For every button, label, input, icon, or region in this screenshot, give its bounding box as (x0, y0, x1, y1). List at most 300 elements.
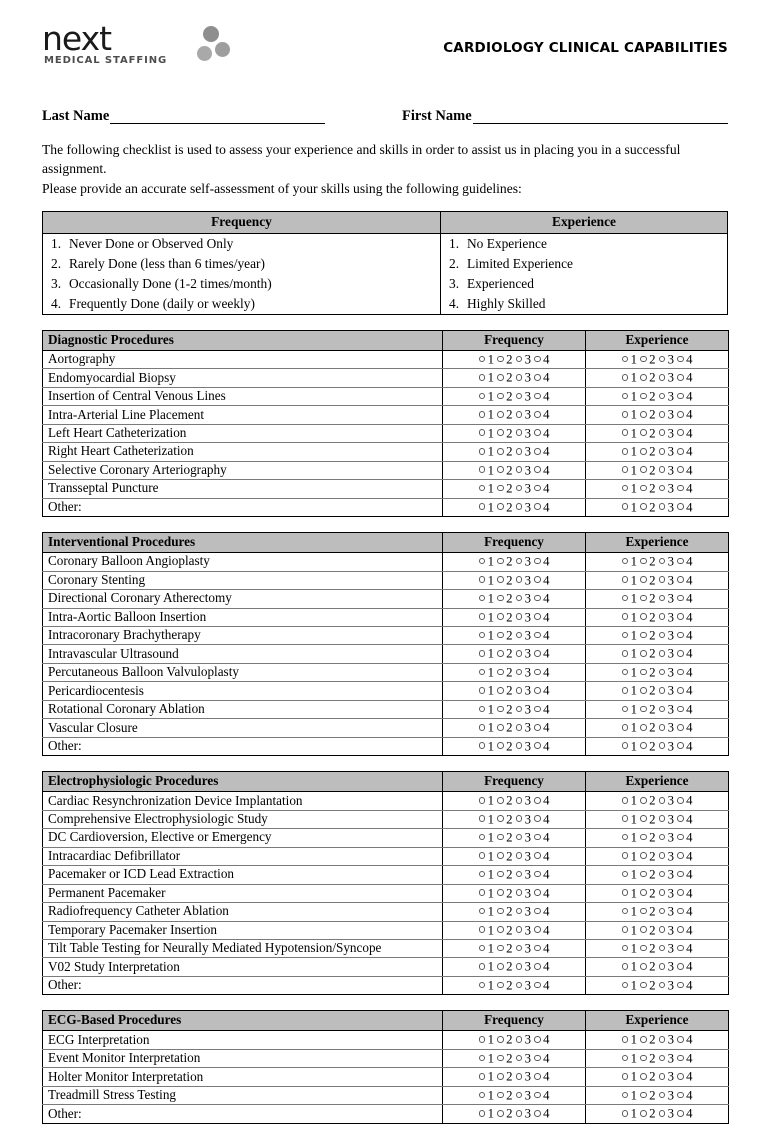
radio-circle-icon[interactable] (659, 908, 666, 915)
frequency-option-1[interactable] (479, 553, 495, 569)
experience-option-1[interactable] (622, 406, 638, 422)
radio-circle-icon[interactable] (479, 871, 486, 878)
frequency-option-2[interactable] (497, 369, 513, 385)
radio-circle-icon[interactable] (622, 576, 629, 583)
experience-option-4[interactable] (677, 977, 693, 993)
radio-circle-icon[interactable] (622, 1092, 629, 1099)
radio-circle-icon[interactable] (497, 706, 504, 713)
frequency-option-2[interactable] (497, 1105, 513, 1121)
radio-circle-icon[interactable] (677, 374, 684, 381)
radio-circle-icon[interactable] (479, 926, 486, 933)
radio-circle-icon[interactable] (640, 448, 647, 455)
radio-circle-icon[interactable] (497, 724, 504, 731)
frequency-option-4[interactable] (534, 609, 550, 625)
radio-circle-icon[interactable] (479, 908, 486, 915)
radio-circle-icon[interactable] (516, 613, 523, 620)
frequency-option-2[interactable] (497, 719, 513, 735)
radio-circle-icon[interactable] (622, 706, 629, 713)
frequency-option-3[interactable] (516, 1050, 532, 1066)
radio-circle-icon[interactable] (497, 374, 504, 381)
experience-option-1[interactable] (622, 829, 638, 845)
radio-circle-icon[interactable] (497, 1092, 504, 1099)
radio-circle-icon[interactable] (497, 485, 504, 492)
frequency-option-4[interactable] (534, 958, 550, 974)
frequency-option-3[interactable] (516, 645, 532, 661)
frequency-option-1[interactable] (479, 719, 495, 735)
experience-option-1[interactable] (622, 499, 638, 515)
frequency-option-4[interactable] (534, 792, 550, 808)
radio-circle-icon[interactable] (640, 724, 647, 731)
radio-circle-icon[interactable] (640, 613, 647, 620)
radio-circle-icon[interactable] (640, 411, 647, 418)
experience-option-3[interactable] (659, 462, 675, 478)
radio-circle-icon[interactable] (659, 393, 666, 400)
radio-circle-icon[interactable] (516, 963, 523, 970)
radio-circle-icon[interactable] (516, 558, 523, 565)
experience-option-4[interactable] (677, 425, 693, 441)
experience-option-2[interactable] (640, 499, 656, 515)
experience-option-4[interactable] (677, 406, 693, 422)
radio-circle-icon[interactable] (516, 374, 523, 381)
radio-circle-icon[interactable] (677, 466, 684, 473)
experience-rating-cell[interactable] (586, 940, 729, 958)
experience-option-3[interactable] (659, 388, 675, 404)
frequency-option-4[interactable] (534, 553, 550, 569)
frequency-option-1[interactable] (479, 848, 495, 864)
experience-option-1[interactable] (622, 922, 638, 938)
radio-circle-icon[interactable] (640, 852, 647, 859)
frequency-rating-cell[interactable] (443, 1049, 586, 1067)
radio-circle-icon[interactable] (497, 834, 504, 841)
radio-circle-icon[interactable] (479, 1055, 486, 1062)
frequency-option-2[interactable] (497, 829, 513, 845)
experience-option-2[interactable] (640, 443, 656, 459)
experience-option-3[interactable] (659, 940, 675, 956)
experience-option-4[interactable] (677, 609, 693, 625)
frequency-rating-cell[interactable] (443, 792, 586, 810)
radio-circle-icon[interactable] (677, 393, 684, 400)
frequency-option-3[interactable] (516, 499, 532, 515)
frequency-rating-cell[interactable] (443, 443, 586, 461)
frequency-option-4[interactable] (534, 645, 550, 661)
experience-option-1[interactable] (622, 848, 638, 864)
experience-option-1[interactable] (622, 738, 638, 754)
frequency-option-1[interactable] (479, 922, 495, 938)
experience-option-4[interactable] (677, 664, 693, 680)
frequency-rating-cell[interactable] (443, 369, 586, 387)
frequency-option-2[interactable] (497, 590, 513, 606)
experience-option-2[interactable] (640, 1105, 656, 1121)
experience-option-2[interactable] (640, 553, 656, 569)
radio-circle-icon[interactable] (659, 871, 666, 878)
first-name-input[interactable] (473, 110, 728, 124)
experience-option-2[interactable] (640, 462, 656, 478)
radio-circle-icon[interactable] (677, 982, 684, 989)
radio-circle-icon[interactable] (640, 429, 647, 436)
radio-circle-icon[interactable] (497, 595, 504, 602)
radio-circle-icon[interactable] (659, 429, 666, 436)
experience-option-4[interactable] (677, 940, 693, 956)
radio-circle-icon[interactable] (640, 871, 647, 878)
radio-circle-icon[interactable] (677, 632, 684, 639)
radio-circle-icon[interactable] (640, 963, 647, 970)
radio-circle-icon[interactable] (516, 982, 523, 989)
frequency-option-4[interactable] (534, 664, 550, 680)
frequency-option-3[interactable] (516, 977, 532, 993)
frequency-rating-cell[interactable] (443, 406, 586, 424)
frequency-option-4[interactable] (534, 627, 550, 643)
radio-circle-icon[interactable] (677, 687, 684, 694)
radio-circle-icon[interactable] (516, 1110, 523, 1117)
radio-circle-icon[interactable] (497, 613, 504, 620)
radio-circle-icon[interactable] (659, 1055, 666, 1062)
radio-circle-icon[interactable] (622, 945, 629, 952)
experience-option-4[interactable] (677, 572, 693, 588)
radio-circle-icon[interactable] (534, 982, 541, 989)
radio-circle-icon[interactable] (640, 687, 647, 694)
experience-option-2[interactable] (640, 701, 656, 717)
radio-circle-icon[interactable] (534, 834, 541, 841)
experience-rating-cell[interactable] (586, 976, 729, 994)
experience-option-2[interactable] (640, 958, 656, 974)
experience-option-2[interactable] (640, 977, 656, 993)
experience-rating-cell[interactable] (586, 626, 729, 644)
frequency-option-1[interactable] (479, 792, 495, 808)
experience-option-3[interactable] (659, 792, 675, 808)
experience-option-3[interactable] (659, 1031, 675, 1047)
frequency-option-2[interactable] (497, 388, 513, 404)
experience-option-4[interactable] (677, 553, 693, 569)
radio-circle-icon[interactable] (534, 908, 541, 915)
radio-circle-icon[interactable] (516, 889, 523, 896)
radio-circle-icon[interactable] (677, 1055, 684, 1062)
radio-circle-icon[interactable] (622, 889, 629, 896)
radio-circle-icon[interactable] (622, 485, 629, 492)
frequency-option-2[interactable] (497, 701, 513, 717)
radio-circle-icon[interactable] (677, 356, 684, 363)
experience-option-2[interactable] (640, 406, 656, 422)
experience-option-1[interactable] (622, 701, 638, 717)
frequency-option-1[interactable] (479, 664, 495, 680)
radio-circle-icon[interactable] (659, 1092, 666, 1099)
frequency-option-2[interactable] (497, 903, 513, 919)
radio-circle-icon[interactable] (659, 889, 666, 896)
radio-circle-icon[interactable] (622, 852, 629, 859)
frequency-rating-cell[interactable] (443, 884, 586, 902)
frequency-option-1[interactable] (479, 572, 495, 588)
frequency-option-2[interactable] (497, 1087, 513, 1103)
experience-rating-cell[interactable] (586, 590, 729, 608)
experience-option-4[interactable] (677, 499, 693, 515)
radio-circle-icon[interactable] (497, 908, 504, 915)
frequency-option-1[interactable] (479, 829, 495, 845)
experience-option-1[interactable] (622, 462, 638, 478)
radio-circle-icon[interactable] (622, 982, 629, 989)
experience-option-2[interactable] (640, 922, 656, 938)
last-name-input[interactable] (110, 110, 325, 124)
radio-circle-icon[interactable] (640, 503, 647, 510)
radio-circle-icon[interactable] (622, 595, 629, 602)
radio-circle-icon[interactable] (622, 429, 629, 436)
frequency-rating-cell[interactable] (443, 1086, 586, 1104)
experience-option-4[interactable] (677, 811, 693, 827)
frequency-option-2[interactable] (497, 1050, 513, 1066)
experience-rating-cell[interactable] (586, 682, 729, 700)
radio-circle-icon[interactable] (479, 429, 486, 436)
frequency-option-2[interactable] (497, 480, 513, 496)
radio-circle-icon[interactable] (659, 669, 666, 676)
frequency-option-3[interactable] (516, 664, 532, 680)
experience-rating-cell[interactable] (586, 884, 729, 902)
radio-circle-icon[interactable] (479, 1092, 486, 1099)
frequency-rating-cell[interactable] (443, 719, 586, 737)
radio-circle-icon[interactable] (640, 393, 647, 400)
frequency-option-4[interactable] (534, 1031, 550, 1047)
experience-rating-cell[interactable] (586, 866, 729, 884)
radio-circle-icon[interactable] (516, 429, 523, 436)
radio-circle-icon[interactable] (497, 356, 504, 363)
experience-rating-cell[interactable] (586, 958, 729, 976)
radio-circle-icon[interactable] (497, 815, 504, 822)
experience-rating-cell[interactable] (586, 810, 729, 828)
radio-circle-icon[interactable] (479, 632, 486, 639)
radio-circle-icon[interactable] (534, 466, 541, 473)
experience-rating-cell[interactable] (586, 406, 729, 424)
experience-option-3[interactable] (659, 1050, 675, 1066)
radio-circle-icon[interactable] (497, 503, 504, 510)
radio-circle-icon[interactable] (497, 650, 504, 657)
experience-rating-cell[interactable] (586, 369, 729, 387)
experience-option-4[interactable] (677, 1031, 693, 1047)
radio-circle-icon[interactable] (497, 742, 504, 749)
frequency-option-4[interactable] (534, 848, 550, 864)
frequency-option-1[interactable] (479, 1087, 495, 1103)
frequency-option-4[interactable] (534, 738, 550, 754)
frequency-rating-cell[interactable] (443, 903, 586, 921)
radio-circle-icon[interactable] (479, 485, 486, 492)
radio-circle-icon[interactable] (622, 374, 629, 381)
radio-circle-icon[interactable] (497, 945, 504, 952)
radio-circle-icon[interactable] (677, 669, 684, 676)
radio-circle-icon[interactable] (534, 1036, 541, 1043)
experience-option-3[interactable] (659, 922, 675, 938)
experience-option-3[interactable] (659, 369, 675, 385)
radio-circle-icon[interactable] (479, 834, 486, 841)
experience-option-4[interactable] (677, 351, 693, 367)
radio-circle-icon[interactable] (622, 1055, 629, 1062)
radio-circle-icon[interactable] (677, 613, 684, 620)
radio-circle-icon[interactable] (497, 926, 504, 933)
radio-circle-icon[interactable] (534, 742, 541, 749)
experience-option-1[interactable] (622, 885, 638, 901)
radio-circle-icon[interactable] (497, 1073, 504, 1080)
radio-circle-icon[interactable] (479, 1073, 486, 1080)
radio-circle-icon[interactable] (479, 687, 486, 694)
radio-circle-icon[interactable] (534, 871, 541, 878)
frequency-option-3[interactable] (516, 480, 532, 496)
frequency-option-1[interactable] (479, 406, 495, 422)
radio-circle-icon[interactable] (479, 374, 486, 381)
experience-option-2[interactable] (640, 351, 656, 367)
frequency-option-2[interactable] (497, 958, 513, 974)
frequency-option-1[interactable] (479, 369, 495, 385)
radio-circle-icon[interactable] (516, 687, 523, 694)
radio-circle-icon[interactable] (659, 926, 666, 933)
experience-rating-cell[interactable] (586, 829, 729, 847)
experience-option-2[interactable] (640, 480, 656, 496)
radio-circle-icon[interactable] (534, 945, 541, 952)
experience-option-1[interactable] (622, 369, 638, 385)
radio-circle-icon[interactable] (640, 742, 647, 749)
radio-circle-icon[interactable] (516, 742, 523, 749)
radio-circle-icon[interactable] (516, 485, 523, 492)
frequency-option-4[interactable] (534, 388, 550, 404)
radio-circle-icon[interactable] (534, 1092, 541, 1099)
experience-option-3[interactable] (659, 406, 675, 422)
radio-circle-icon[interactable] (497, 393, 504, 400)
experience-rating-cell[interactable] (586, 608, 729, 626)
frequency-option-3[interactable] (516, 425, 532, 441)
radio-circle-icon[interactable] (479, 356, 486, 363)
radio-circle-icon[interactable] (497, 1036, 504, 1043)
frequency-option-2[interactable] (497, 645, 513, 661)
experience-rating-cell[interactable] (586, 847, 729, 865)
experience-rating-cell[interactable] (586, 350, 729, 368)
frequency-option-3[interactable] (516, 792, 532, 808)
experience-option-1[interactable] (622, 1050, 638, 1066)
experience-rating-cell[interactable] (586, 737, 729, 755)
radio-circle-icon[interactable] (677, 1073, 684, 1080)
frequency-option-1[interactable] (479, 645, 495, 661)
experience-option-3[interactable] (659, 480, 675, 496)
radio-circle-icon[interactable] (516, 650, 523, 657)
frequency-option-3[interactable] (516, 553, 532, 569)
experience-option-1[interactable] (622, 443, 638, 459)
radio-circle-icon[interactable] (659, 1036, 666, 1043)
radio-circle-icon[interactable] (497, 852, 504, 859)
experience-option-1[interactable] (622, 1087, 638, 1103)
frequency-option-3[interactable] (516, 922, 532, 938)
radio-circle-icon[interactable] (622, 1110, 629, 1117)
radio-circle-icon[interactable] (479, 448, 486, 455)
radio-circle-icon[interactable] (497, 1110, 504, 1117)
experience-option-4[interactable] (677, 848, 693, 864)
radio-circle-icon[interactable] (479, 945, 486, 952)
radio-circle-icon[interactable] (622, 632, 629, 639)
frequency-option-1[interactable] (479, 958, 495, 974)
experience-option-1[interactable] (622, 553, 638, 569)
experience-option-1[interactable] (622, 977, 638, 993)
radio-circle-icon[interactable] (479, 393, 486, 400)
frequency-option-2[interactable] (497, 738, 513, 754)
experience-option-2[interactable] (640, 885, 656, 901)
experience-rating-cell[interactable] (586, 553, 729, 571)
experience-option-3[interactable] (659, 866, 675, 882)
radio-circle-icon[interactable] (640, 889, 647, 896)
radio-circle-icon[interactable] (497, 632, 504, 639)
radio-circle-icon[interactable] (659, 485, 666, 492)
radio-circle-icon[interactable] (677, 429, 684, 436)
frequency-option-4[interactable] (534, 719, 550, 735)
radio-circle-icon[interactable] (497, 797, 504, 804)
experience-option-1[interactable] (622, 645, 638, 661)
frequency-option-4[interactable] (534, 1068, 550, 1084)
radio-circle-icon[interactable] (659, 687, 666, 694)
frequency-option-4[interactable] (534, 811, 550, 827)
radio-circle-icon[interactable] (516, 945, 523, 952)
frequency-option-1[interactable] (479, 1050, 495, 1066)
experience-option-1[interactable] (622, 425, 638, 441)
frequency-rating-cell[interactable] (443, 498, 586, 516)
frequency-option-4[interactable] (534, 1050, 550, 1066)
experience-option-4[interactable] (677, 701, 693, 717)
frequency-option-1[interactable] (479, 499, 495, 515)
radio-circle-icon[interactable] (516, 797, 523, 804)
frequency-rating-cell[interactable] (443, 829, 586, 847)
frequency-rating-cell[interactable] (443, 1031, 586, 1049)
radio-circle-icon[interactable] (516, 908, 523, 915)
experience-option-4[interactable] (677, 645, 693, 661)
radio-circle-icon[interactable] (659, 595, 666, 602)
radio-circle-icon[interactable] (622, 356, 629, 363)
radio-circle-icon[interactable] (479, 576, 486, 583)
frequency-option-4[interactable] (534, 443, 550, 459)
frequency-option-3[interactable] (516, 462, 532, 478)
experience-option-1[interactable] (622, 811, 638, 827)
radio-circle-icon[interactable] (677, 871, 684, 878)
radio-circle-icon[interactable] (479, 595, 486, 602)
frequency-option-1[interactable] (479, 701, 495, 717)
experience-option-2[interactable] (640, 645, 656, 661)
frequency-option-2[interactable] (497, 848, 513, 864)
experience-option-2[interactable] (640, 572, 656, 588)
experience-option-3[interactable] (659, 738, 675, 754)
radio-circle-icon[interactable] (497, 889, 504, 896)
experience-rating-cell[interactable] (586, 645, 729, 663)
radio-circle-icon[interactable] (534, 1110, 541, 1117)
experience-option-4[interactable] (677, 958, 693, 974)
experience-option-3[interactable] (659, 682, 675, 698)
radio-circle-icon[interactable] (640, 815, 647, 822)
frequency-option-3[interactable] (516, 406, 532, 422)
radio-circle-icon[interactable] (534, 926, 541, 933)
radio-circle-icon[interactable] (516, 834, 523, 841)
experience-option-2[interactable] (640, 903, 656, 919)
frequency-option-4[interactable] (534, 701, 550, 717)
frequency-option-3[interactable] (516, 719, 532, 735)
experience-option-3[interactable] (659, 701, 675, 717)
radio-circle-icon[interactable] (677, 815, 684, 822)
radio-circle-icon[interactable] (659, 706, 666, 713)
experience-option-3[interactable] (659, 425, 675, 441)
experience-option-4[interactable] (677, 866, 693, 882)
frequency-option-4[interactable] (534, 351, 550, 367)
radio-circle-icon[interactable] (534, 411, 541, 418)
experience-option-3[interactable] (659, 848, 675, 864)
experience-option-2[interactable] (640, 1068, 656, 1084)
frequency-option-3[interactable] (516, 1068, 532, 1084)
radio-circle-icon[interactable] (640, 356, 647, 363)
frequency-option-3[interactable] (516, 1087, 532, 1103)
radio-circle-icon[interactable] (622, 411, 629, 418)
radio-circle-icon[interactable] (677, 411, 684, 418)
radio-circle-icon[interactable] (497, 1055, 504, 1062)
frequency-option-3[interactable] (516, 903, 532, 919)
radio-circle-icon[interactable] (677, 926, 684, 933)
radio-circle-icon[interactable] (534, 485, 541, 492)
experience-rating-cell[interactable] (586, 921, 729, 939)
radio-circle-icon[interactable] (677, 1110, 684, 1117)
